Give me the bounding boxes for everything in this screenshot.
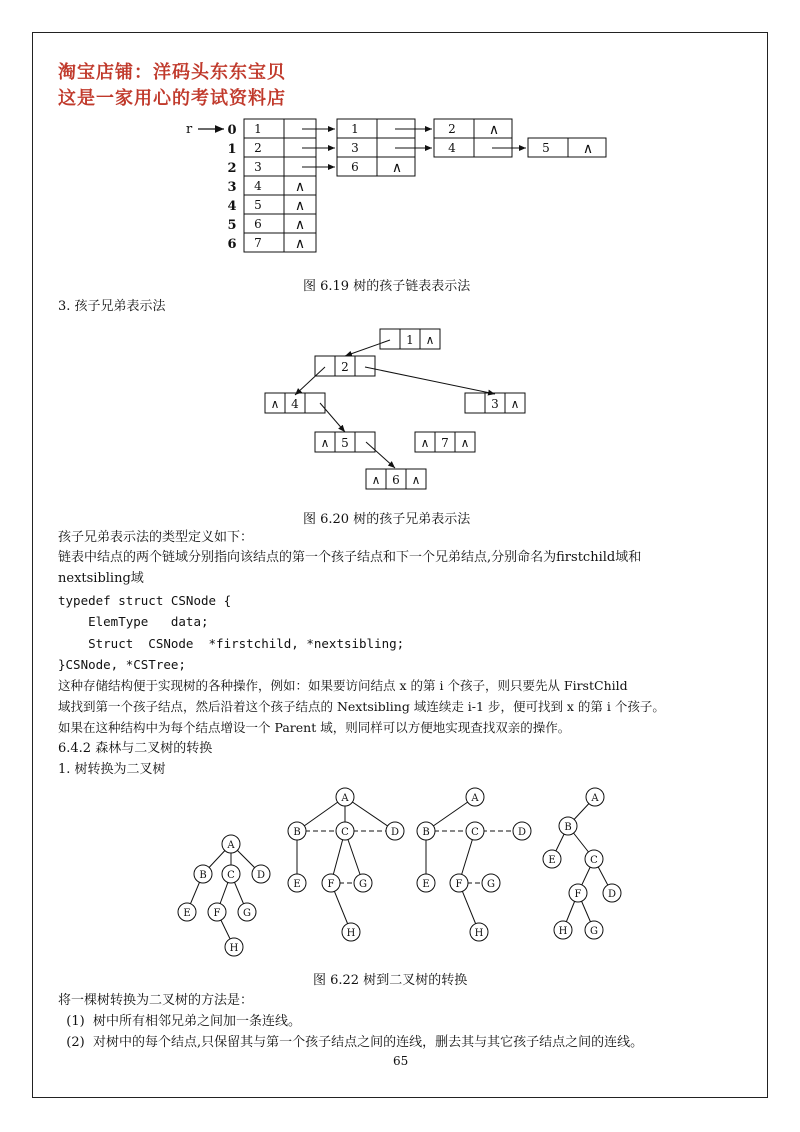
fig619-chain-value: 5 (542, 141, 550, 155)
fig619-cell-data (244, 214, 284, 233)
fig622-tree3-label: E (422, 879, 430, 890)
fig622-tree1-label: F (213, 908, 221, 919)
fig620-node-value: 1 (406, 333, 414, 347)
fig619-cell-data (244, 119, 284, 138)
page-number: 65 (393, 1054, 409, 1068)
fig622-tree4-label: G (590, 926, 598, 937)
fig622-tree4-label: D (607, 889, 617, 900)
fig619-row-data: 7 (254, 236, 262, 250)
fig622-tree3-label: C (471, 827, 479, 838)
fig619-row-data: 2 (254, 141, 262, 155)
fig622-tree3-label: G (487, 879, 495, 890)
fig619-row-index: 4 (227, 199, 237, 214)
para2-line1: 这种存储结构便于实现树的各种操作，例如：如果要访问结点 x 的第 i 个孩子，则只要先从 FirstChild (58, 678, 628, 693)
fig619-row-data: 3 (254, 160, 262, 174)
fig622-tree4-label: E (548, 855, 556, 866)
type-def-intro: 孩子兄弟表示法的类型定义如下： (58, 530, 254, 545)
figure-6-19-child-list (180, 112, 620, 258)
fig622-tree3-label: F (455, 879, 463, 890)
fig620-node-left: ∧ (320, 436, 330, 450)
fig620-node-left: ∧ (420, 436, 430, 450)
fig620-node-left: ∧ (270, 397, 280, 411)
fig619-row-null: ∧ (294, 179, 306, 195)
fig619-row-null: ∧ (294, 198, 306, 214)
fig620-node-right-cell (305, 393, 325, 413)
fig622-caption: 图 6.22 树到二叉树的转换 (313, 973, 468, 988)
fig620-link-2-3 (365, 367, 495, 394)
fig620-node-value: 5 (341, 436, 349, 450)
fig619-chain (337, 119, 606, 176)
para2-line2: 域找到第一个孩子结点，然后沿着这个孩子结点的 Nextsibling 域连续走 i-1 步，便可找到 x 的第 i 个孩子。 (58, 699, 665, 714)
fig622-tree2-label: B (293, 827, 301, 838)
method-step2: (2) 对树中的每个结点,只保留其与第一个孩子结点之间的连线，删去其与其它孩子结点之间的连线。 (58, 1035, 644, 1050)
code-line4: }CSNode, *CSTree; (58, 657, 186, 672)
subsection-1-title: 1. 树转换为二叉树 (58, 762, 166, 777)
fig619-row-index: 2 (227, 161, 237, 176)
fig619-chain-next: ∧ (391, 160, 403, 176)
fig619-row-index: 1 (227, 142, 237, 157)
fig619-chain-value: 4 (448, 141, 456, 155)
method-step1: (1) 树中所有相邻兄弟之间加一条连线。 (58, 1014, 301, 1029)
figure-6-22-tree-to-binary (170, 782, 650, 962)
fig620-node-right-cell (355, 356, 375, 376)
section-3-title: 3. 孩子兄弟表示法 (58, 299, 166, 314)
fig620-node-value: 2 (341, 360, 349, 374)
code-line1: typedef struct CSNode { (58, 593, 232, 608)
fig620-node-value: 7 (441, 436, 449, 450)
fig619-caption: 图 6.19 树的孩子链表表示法 (303, 279, 471, 294)
fig622-tree4-label: B (564, 822, 572, 833)
fig620-link-4-5 (320, 403, 345, 432)
fig619-chain-next: ∧ (488, 122, 500, 138)
fig622-tree3-label: B (422, 827, 430, 838)
fig622-tree3-label: H (474, 928, 484, 939)
fig619-chain-value: 6 (351, 160, 359, 174)
fig620-node-value: 3 (491, 397, 499, 411)
fig619-chain-value: 1 (351, 122, 359, 136)
fig620-nodes (265, 329, 525, 489)
fig622-tree3-label: D (517, 827, 527, 838)
fig619-chain-value: 2 (448, 122, 456, 136)
fig619-row-null: ∧ (294, 236, 306, 252)
shop-banner-line2: 这是一家用心的考试资料店 (58, 88, 286, 109)
fig620-caption: 图 6.20 树的孩子兄弟表示法 (303, 512, 471, 527)
fig619-row-index: 5 (227, 218, 237, 233)
fig619-row-data: 1 (254, 122, 262, 136)
fig622-tree1-label: A (227, 840, 235, 851)
fig619-chain-value: 3 (351, 141, 359, 155)
code-line2: ElemType data; (58, 614, 209, 629)
fig622-tree4-label: H (558, 926, 568, 937)
fig620-node-right: ∧ (510, 397, 520, 411)
fig619-cell-data (244, 195, 284, 214)
fig622-tree2-label: C (341, 827, 349, 838)
fig619-row-data: 5 (254, 198, 262, 212)
fig622-tree1-label: C (227, 870, 235, 881)
fig622-tree4-label: C (590, 855, 598, 866)
fig619-row-index: 0 (227, 123, 237, 138)
fig622-tree1-label: G (243, 908, 251, 919)
fig619-root-label: r (186, 122, 193, 137)
fig619-row-data: 4 (254, 179, 262, 193)
fig622-tree2-label: D (390, 827, 400, 838)
para2-line3: 如果在这种结构中为每个结点增设一个 Parent 域，则同样可以方便地实现查找双亲的操作。 (58, 720, 571, 735)
fig619-array (227, 119, 316, 252)
fig622-tree4-label: A (591, 793, 599, 804)
fig619-row-index: 3 (227, 180, 237, 195)
fig620-link-2-4 (295, 367, 325, 395)
para1-line2: nextsibling域 (58, 571, 144, 586)
fig619-row-data: 6 (254, 217, 262, 231)
fig622-nodes (178, 788, 621, 956)
fig622-tree2-label: G (359, 879, 367, 890)
fig620-node-right: ∧ (425, 333, 435, 347)
shop-banner-line1: 淘宝店铺：洋码头东东宝贝 (58, 62, 286, 83)
fig622-tree2-label: A (341, 793, 349, 804)
fig620-node-right: ∧ (411, 473, 421, 487)
fig620-node-left-cell (465, 393, 485, 413)
fig620-node-right-cell (355, 432, 375, 452)
fig622-tree2-label: H (346, 928, 356, 939)
fig619-cell-data (244, 233, 284, 252)
fig620-node-right: ∧ (460, 436, 470, 450)
section-642-title: 6.4.2 森林与二叉树的转换 (58, 741, 213, 756)
figure-6-20-child-sibling (250, 322, 550, 497)
fig620-node-value: 4 (291, 397, 299, 411)
fig622-tree4-label: F (574, 889, 582, 900)
fig619-cell-data (244, 176, 284, 195)
fig620-node-left-cell (380, 329, 400, 349)
fig622-edges (187, 797, 612, 947)
fig620-node-left: ∧ (371, 473, 381, 487)
fig620-link-5-6 (366, 442, 395, 468)
para1-line1: 链表中结点的两个链域分别指向该结点的第一个孩子结点和下一个兄弟结点,分别命名为firstchild域和 (58, 550, 642, 565)
method-intro: 将一棵树转换为二叉树的方法是： (58, 993, 254, 1008)
fig619-chain-next: ∧ (582, 141, 594, 157)
fig622-tree1-label: H (229, 943, 239, 954)
fig622-tree1-label: B (199, 870, 207, 881)
fig619-cell-data (244, 157, 284, 176)
fig619-row-null: ∧ (294, 217, 306, 233)
fig622-tree2-label: E (293, 879, 301, 890)
fig619-row-index: 6 (227, 237, 237, 252)
fig622-tree1-label: D (256, 870, 266, 881)
fig620-node-value: 6 (392, 473, 400, 487)
code-line3: Struct CSNode *firstchild, *nextsibling; (58, 636, 405, 651)
fig622-tree1-label: E (183, 908, 191, 919)
fig619-cell-data (244, 138, 284, 157)
fig622-tree2-label: F (327, 879, 335, 890)
fig622-tree3-label: A (471, 793, 479, 804)
